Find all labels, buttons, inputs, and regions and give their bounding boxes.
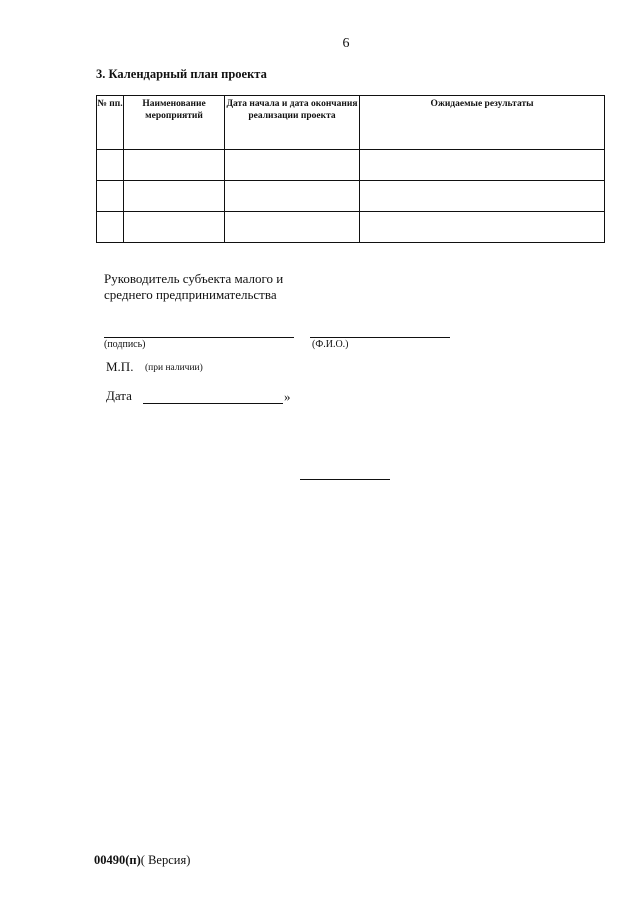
calendar-plan-table — [96, 95, 605, 243]
stamp-note: (при наличии) — [145, 363, 203, 373]
table-cell — [124, 150, 225, 181]
header-dates: Дата начала и дата окончания реализации проекта — [225, 96, 360, 150]
date-line — [143, 403, 283, 404]
header-expected-results: Ожидаемые результаты — [360, 96, 605, 150]
table-row — [97, 181, 605, 212]
signature-caption: (подпись) — [104, 339, 146, 350]
header-number: № пп. — [97, 96, 124, 150]
table-cell — [124, 212, 225, 243]
table-cell — [360, 212, 605, 243]
manager-label-line1: Руководитель субъекта малого и — [104, 271, 284, 286]
name-line — [310, 337, 450, 338]
table-cell — [225, 212, 360, 243]
table-cell — [97, 212, 124, 243]
manager-label-line2: среднего предпринимательства — [104, 287, 277, 302]
footer-code: 00490(п) — [94, 853, 141, 867]
table-header-row — [97, 96, 605, 150]
section-title: 3. Календарный план проекта — [96, 67, 267, 81]
header-activity-name: Наименование мероприятий — [124, 96, 225, 150]
table-row — [97, 150, 605, 181]
name-caption: (Ф.И.О.) — [312, 339, 349, 350]
table-cell — [225, 181, 360, 212]
stamp-label: М.П. — [106, 359, 134, 374]
table-cell — [360, 150, 605, 181]
date-closing-quote: » — [284, 389, 291, 404]
page-number: 6 — [342, 36, 350, 51]
footer-document-code — [94, 853, 190, 868]
table-cell — [360, 181, 605, 212]
table-cell — [124, 181, 225, 212]
table-row — [97, 212, 605, 243]
table-cell — [97, 150, 124, 181]
footer-version: ( Версия) — [140, 853, 191, 867]
date-label: Дата — [106, 388, 132, 403]
table-cell — [97, 181, 124, 212]
end-divider — [300, 479, 390, 480]
manager-label — [104, 271, 334, 303]
table-cell — [225, 150, 360, 181]
signature-line — [104, 337, 294, 338]
